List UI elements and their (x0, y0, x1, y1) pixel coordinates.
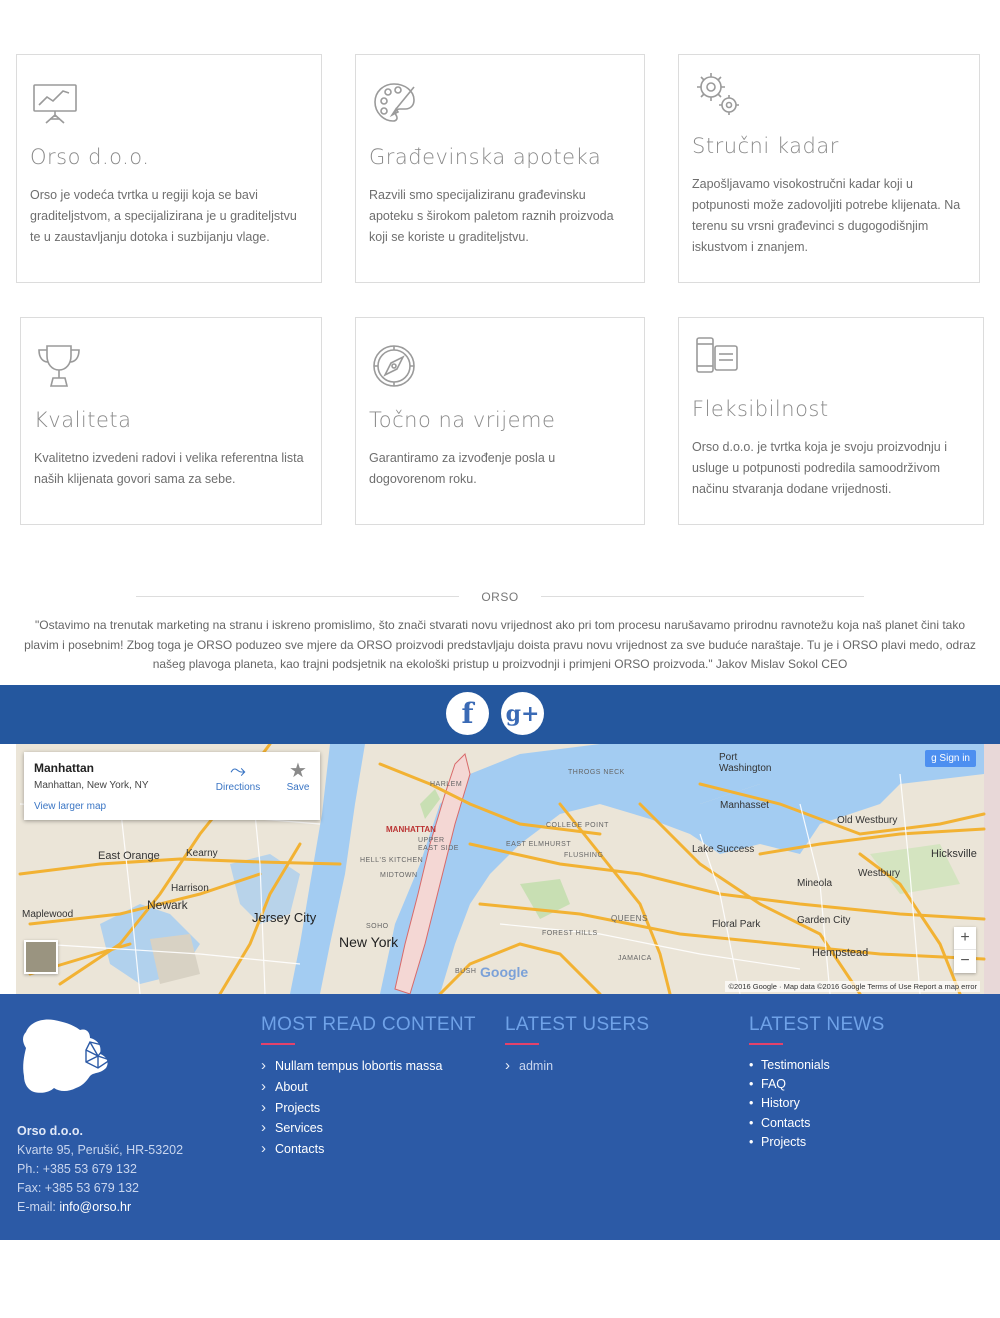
map-label: SOHO (366, 923, 389, 930)
directions-button[interactable] (213, 760, 263, 793)
facebook-icon: f (461, 697, 474, 730)
map-label: Kearny (186, 848, 218, 859)
card-text: Garantiramo za izvođenje posla u dogovorenom roku. (369, 451, 556, 486)
satellite-toggle[interactable] (24, 940, 58, 974)
card-title: Kvaliteta (34, 408, 132, 432)
map-label: Garden City (797, 915, 851, 926)
email-link[interactable]: info@orso.hr (59, 1200, 132, 1214)
card-title: Stručni kadar (692, 134, 839, 158)
list-item[interactable]: › admin (505, 1056, 649, 1077)
feature-card (355, 317, 645, 525)
save-label: Save (286, 782, 310, 793)
feature-card (355, 54, 645, 283)
section-label: ORSO (481, 590, 519, 604)
map-label: FOREST HILLS (542, 930, 598, 937)
map-label: Floral Park (712, 919, 761, 930)
zoom-control (954, 927, 976, 973)
card-title: Orso d.o.o. (30, 145, 150, 169)
title-underline (505, 1043, 539, 1045)
most-read-section (261, 1014, 476, 1160)
directions-icon: ⤳ (230, 760, 246, 782)
company-fax: Fax: +385 53 679 132 (17, 1181, 139, 1195)
latest-users-section (505, 1014, 649, 1077)
map-label: Hicksville (931, 848, 977, 860)
title-underline (749, 1043, 783, 1045)
map-label: Lake Success (692, 844, 755, 855)
card-text: Orso je vodeća tvrtka u regiji koja se bavi graditeljstvom, a specijalizirana je u graditeljstvu te u zaustavljanju dotoka i suzbijanju vlage. (30, 188, 297, 244)
sign-in-button[interactable] (925, 750, 976, 767)
list-item[interactable]: › Nullam tempus lobortis massa (261, 1056, 476, 1077)
map-label: EAST ELMHURST (506, 841, 572, 848)
trophy-icon (35, 342, 83, 390)
card-text: Zapošljavamo visokostručni kadar koji u potpunosti može zadovoljiti potrebe klijenata. Na terenu su vrsni građevinci s dugogodišnjim iskustvom i znanjem. (692, 177, 961, 254)
title-underline (261, 1043, 295, 1045)
map-label: New York (339, 934, 399, 950)
map-label: Westbury (858, 868, 901, 879)
feature-card (678, 317, 984, 525)
palette-icon (370, 79, 418, 127)
map-label: East Orange (98, 850, 160, 862)
place-title: Manhattan (34, 761, 94, 775)
map-label: Maplewood (22, 909, 74, 920)
google-plus-button[interactable] (501, 692, 544, 735)
list-item[interactable]: • Contacts (749, 1114, 885, 1133)
section-title: LATEST NEWS (749, 1014, 885, 1035)
card-title: Fleksibilnost (692, 397, 829, 421)
map-label: QUEENS (611, 914, 648, 923)
feature-card (20, 317, 322, 525)
map-label: UPPER EAST SIDE (418, 837, 459, 852)
place-address: Manhattan, New York, NY (34, 780, 149, 791)
star-icon: ★ (289, 760, 307, 782)
company-email-row (17, 1198, 183, 1217)
google-logo: Google (480, 964, 529, 980)
bear-logo (20, 1016, 116, 1096)
section-title: MOST READ CONTENT (261, 1014, 476, 1035)
place-info-card (24, 752, 320, 820)
social-bar (0, 685, 1000, 744)
feature-card (16, 54, 322, 283)
presentation-chart-icon (31, 79, 79, 127)
map-label: JAMAICA (618, 955, 652, 962)
card-text: Kvalitetno izvedeni radovi i velika referentna lista naših klijenata govori sama za sebe. (34, 451, 304, 486)
latest-news-section (749, 1014, 885, 1152)
map-label: Jersey City (252, 910, 317, 925)
map-label: Manhasset (720, 800, 769, 811)
zoom-in-button[interactable]: + (954, 927, 976, 950)
footer (0, 994, 1000, 1240)
list-item[interactable]: • Projects (749, 1133, 885, 1152)
map-label: FLUSHING (564, 852, 604, 859)
zoom-out-button[interactable]: − (960, 952, 970, 969)
card-title: Točno na vrijeme (369, 408, 556, 432)
view-larger-map-link[interactable]: View larger map (34, 801, 107, 812)
directions-label: Directions (215, 782, 261, 793)
section-title: LATEST USERS (505, 1014, 650, 1035)
list-item[interactable]: › About (261, 1077, 476, 1098)
card-title: Građevinska apoteka (369, 145, 602, 169)
company-phone: Ph.: +385 53 679 132 (17, 1162, 137, 1176)
save-button[interactable] (283, 760, 313, 793)
map-label: THROGS NECK (568, 769, 625, 776)
map-label: Hempstead (812, 947, 869, 959)
devices-icon (693, 332, 741, 380)
map-attribution[interactable]: ©2016 Google · Map data ©2016 Google Terms of Use Report a map error (725, 981, 980, 992)
facebook-button[interactable] (446, 692, 489, 735)
list-item[interactable]: • History (749, 1094, 885, 1113)
list-item[interactable]: › Contacts (261, 1139, 476, 1160)
company-address: Kvarte 95, Perušić, HR-53202 (17, 1143, 184, 1157)
map-label: BUSH (455, 968, 477, 975)
list-item[interactable]: › Services (261, 1118, 476, 1139)
list-item[interactable]: • FAQ (749, 1075, 885, 1094)
company-info (17, 1122, 183, 1217)
google-map[interactable] (0, 744, 1000, 994)
map-label: HARLEM (430, 781, 463, 788)
map-label: COLLEGE POINT (546, 822, 609, 829)
map-label: Old Westbury (837, 815, 898, 826)
company-name: Orso d.o.o. (17, 1124, 83, 1138)
sign-in-label: Sign in (939, 753, 970, 764)
email-label: E-mail: (17, 1200, 60, 1214)
google-plus-icon: g+ (505, 700, 540, 727)
map-label: MIDTOWN (380, 872, 418, 879)
gears-icon (693, 69, 741, 117)
map-label: Port Washington (719, 752, 772, 774)
ceo-quote: "Ostavimo na trenutak marketing na stranu i iskreno promislimo, što znači stvarati novu vrijednost ako pri tom procesu narušavamo prirodnu ravnotežu koja naš planet čini tako plavim i posebnim! Zbog toga je ORSO poduzeo sve mjere da ORSO proizvodi predstavljaju doista pravu novu vrijednost za sve buduće naraštaje. Tu je i ORSO plavi medo, odraz našeg plavoga planeta, kao trajni podsjetnik na ekološki pristup u proizvodnji i primjeni ORSO proizvoda." Jakov Mislav Sokol CEO (24, 618, 976, 671)
map-label: Harrison (171, 883, 209, 894)
compass-icon (370, 342, 418, 390)
list-item[interactable]: • Testimonials (749, 1056, 885, 1075)
google-icon: g (931, 753, 940, 764)
bear-icon (20, 1016, 116, 1096)
feature-card (678, 54, 980, 283)
map-label: Mineola (797, 878, 833, 889)
list-item[interactable]: › Projects (261, 1098, 476, 1119)
map-label: HELL'S KITCHEN (360, 857, 424, 864)
card-text: Razvili smo specijaliziranu građevinsku apoteku s širokom paletom raznih proizvoda koji se koriste u graditeljstvu. (369, 188, 614, 244)
card-text: Orso d.o.o. je tvrtka koja je svoju proizvodnju i usluge u potpunosti podredila samoodrživom načinu stvaranja dodane vrijednosti. (692, 440, 947, 496)
map-label: MANHATTAN (386, 825, 436, 834)
map-label: Newark (147, 898, 188, 912)
